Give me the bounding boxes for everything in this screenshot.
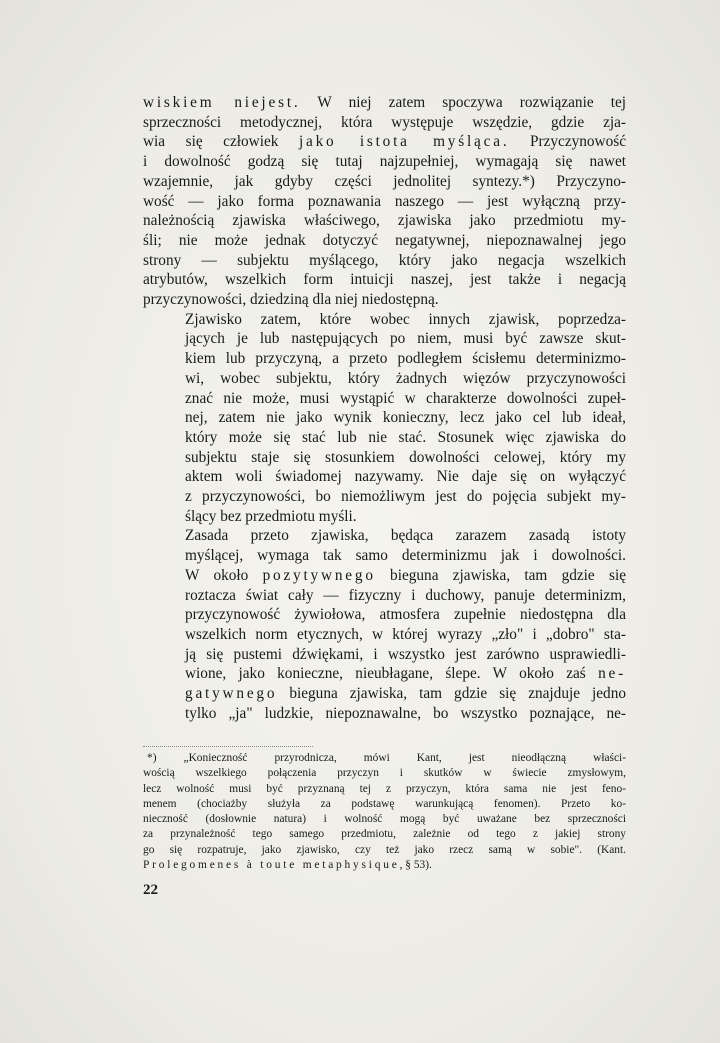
text-line <box>143 349 626 369</box>
spaced-emphasis-text: wiskiem niejest. <box>143 94 301 111</box>
text-line <box>143 526 626 546</box>
text-line <box>143 369 626 389</box>
text-line <box>143 827 626 842</box>
text-line <box>143 566 626 586</box>
text-run: sprzeczności metodycznej, która występuje wszędzie, gdzie zja- <box>143 113 626 131</box>
text-line <box>143 152 626 172</box>
text-run: atrybutów, wszelkich form intuicji naszej, jest także i negacją <box>143 271 626 289</box>
text-line <box>143 251 626 271</box>
paragraph <box>143 93 626 310</box>
text-run: *) „Konieczność przyrodnicza, mówi Kant, jest nieodłączną właści- <box>147 752 626 764</box>
text-line <box>143 211 626 231</box>
text-line <box>143 93 626 113</box>
body-text <box>143 93 626 724</box>
text-line <box>143 605 626 625</box>
text-run: należnością zjawiska właściwego, zjawiska jako przedmiotu my- <box>143 212 626 230</box>
text-run: strony — subjektu myślącego, który jako negacja wszelkich <box>143 251 626 269</box>
text-run: z przyczynowości, bo niemożliwym jest do pojęcia subjekt my- <box>185 488 626 506</box>
text-run: wione, jako konieczne, nieubłagane, ślepe. W około zaś <box>185 665 599 683</box>
spaced-emphasis-text: pozytywnego <box>262 566 376 584</box>
text-line <box>143 664 626 684</box>
text-line <box>143 751 626 766</box>
text-line <box>143 766 626 781</box>
text-line <box>143 231 626 251</box>
text-run: ślący bez przedmiotu myśli. <box>185 507 357 525</box>
text-line <box>143 507 626 527</box>
footnote-rule <box>143 746 313 747</box>
text-run: bieguna zjawiska, tam gdzie się <box>375 566 626 584</box>
text-run: przyczynowości, dziedziną dla niej niedostępną. <box>143 291 439 309</box>
text-run: ją się pustemi dźwiękami, i wszystko jest zarówno usprawiedli- <box>185 645 626 663</box>
text-line <box>143 192 626 212</box>
text-run: lecz wolność musi być przyznaną tej z przyczyn, która sama nie jest feno- <box>143 782 626 795</box>
text-run: aktem woli świadomej nazywamy. Nie daje się on wyłączyć <box>185 468 626 486</box>
text-line <box>143 329 626 349</box>
spaced-emphasis-text: ne- <box>598 665 626 683</box>
text-line <box>143 625 626 645</box>
text-line <box>143 428 626 448</box>
text-line <box>143 448 626 468</box>
text-run: W niej zatem spoczywa rozwiązanie tej <box>300 94 627 111</box>
text-run: nej, zatem nie jako wynik konieczny, lecz jako cel lub ideał, <box>185 409 626 427</box>
paragraph <box>143 526 626 723</box>
footnote <box>143 751 626 873</box>
paragraph <box>143 310 626 527</box>
text-line <box>143 797 626 812</box>
text-run: menem (chociażby służyła za podstawę warunkującą fenomen). Przeto ko- <box>143 797 626 810</box>
text-run: wość — jako forma poznawania naszego — jest wyłączną przy- <box>143 192 626 210</box>
text-run: wszelkich norm etycznych, w której wyrazy „zło" i „dobro" sta- <box>185 625 626 643</box>
text-run: tylko „ja" ludzkie, niepoznawalne, bo wszystko poznające, ne- <box>185 704 626 722</box>
text-run: Przyczynowość <box>509 133 627 151</box>
text-line <box>143 389 626 409</box>
text-line <box>143 172 626 192</box>
text-line <box>143 704 626 724</box>
text-line <box>143 290 626 310</box>
text-run: wością wszelkiego połączenia przyczyn i skutków w świecie zmysłowym, <box>143 767 626 780</box>
text-line <box>143 132 626 152</box>
text-line <box>143 467 626 487</box>
text-run: który może się stać lub nie stać. Stosunek więc zjawiska do <box>185 428 626 446</box>
text-line <box>143 113 626 133</box>
text-run: Zjawisko zatem, które wobec innych zjawisk, poprzedza- <box>185 310 626 328</box>
text-run: śli; nie może jednak dotyczyć negatywnej, niepoznawalnej jego <box>143 231 626 249</box>
text-run: wi, wobec subjektu, który żadnych więzów przyczynowości <box>185 369 626 387</box>
text-run: , § 53). <box>399 859 432 872</box>
text-run: nieczność (dosłownie natura) i wolność mogą być uważane bez sprzeczności <box>143 813 626 826</box>
text-line <box>143 812 626 827</box>
text-run: wzajemnie, jak gdyby części jednolitej syntezy.*) Przyczyno- <box>143 172 626 190</box>
spaced-emphasis-text: jako istota myśląca. <box>298 133 510 151</box>
text-line <box>143 684 626 704</box>
text-run: kiem lub przyczyną, a przeto podległem ścisłemu determinizmo- <box>185 350 626 368</box>
text-run: myślącej, wymaga tak samo determinizmu jak i dowolności. <box>185 547 626 565</box>
text-line <box>143 586 626 606</box>
text-run: roztacza świat cały — fizyczny i duchowy, panuje determinizm, <box>185 586 626 604</box>
spaced-emphasis-text: gatywnego <box>185 685 278 703</box>
text-line <box>143 645 626 665</box>
text-line <box>143 310 626 330</box>
text-run: i dowolność godzą się tutaj najzupełniej, wymagają się nawet <box>143 153 626 171</box>
page-number: 22 <box>143 882 158 898</box>
text-line <box>143 843 626 858</box>
spaced-emphasis-text: Prolegomenes à toute metaphysique <box>143 859 400 872</box>
text-run: bieguna zjawiska, tam gdzie się znajduje jedno <box>277 685 626 703</box>
text-run: za przynależność tego samego przedmiotu, zależnie od tego z jakiej strony <box>143 828 626 841</box>
text-line <box>143 487 626 507</box>
text-line <box>143 782 626 797</box>
text-run: wia się człowiek <box>143 133 299 151</box>
text-line <box>143 270 626 290</box>
text-run: przyczynowość żywiołowa, atmosfera zupełnie niedostępna dla <box>185 606 626 624</box>
text-line <box>143 546 626 566</box>
text-run: go się rozpatruje, jako zjawisko, czy też jako rzecz samą w sobie". (Kant. <box>143 843 626 856</box>
text-run: W około <box>185 566 263 584</box>
text-line <box>143 858 626 873</box>
text-line <box>143 408 626 428</box>
text-run: Zasada przeto zjawiska, będąca zarazem zasadą istoty <box>185 527 626 545</box>
text-run: znać nie może, musi wystąpić w charakterze dowolności zupeł- <box>185 389 626 407</box>
text-run: subjektu staje się stosunkiem dowolności celowej, który my <box>185 448 626 466</box>
text-run: jących je lub następujących po niem, musi być zawsze skut- <box>185 330 626 348</box>
